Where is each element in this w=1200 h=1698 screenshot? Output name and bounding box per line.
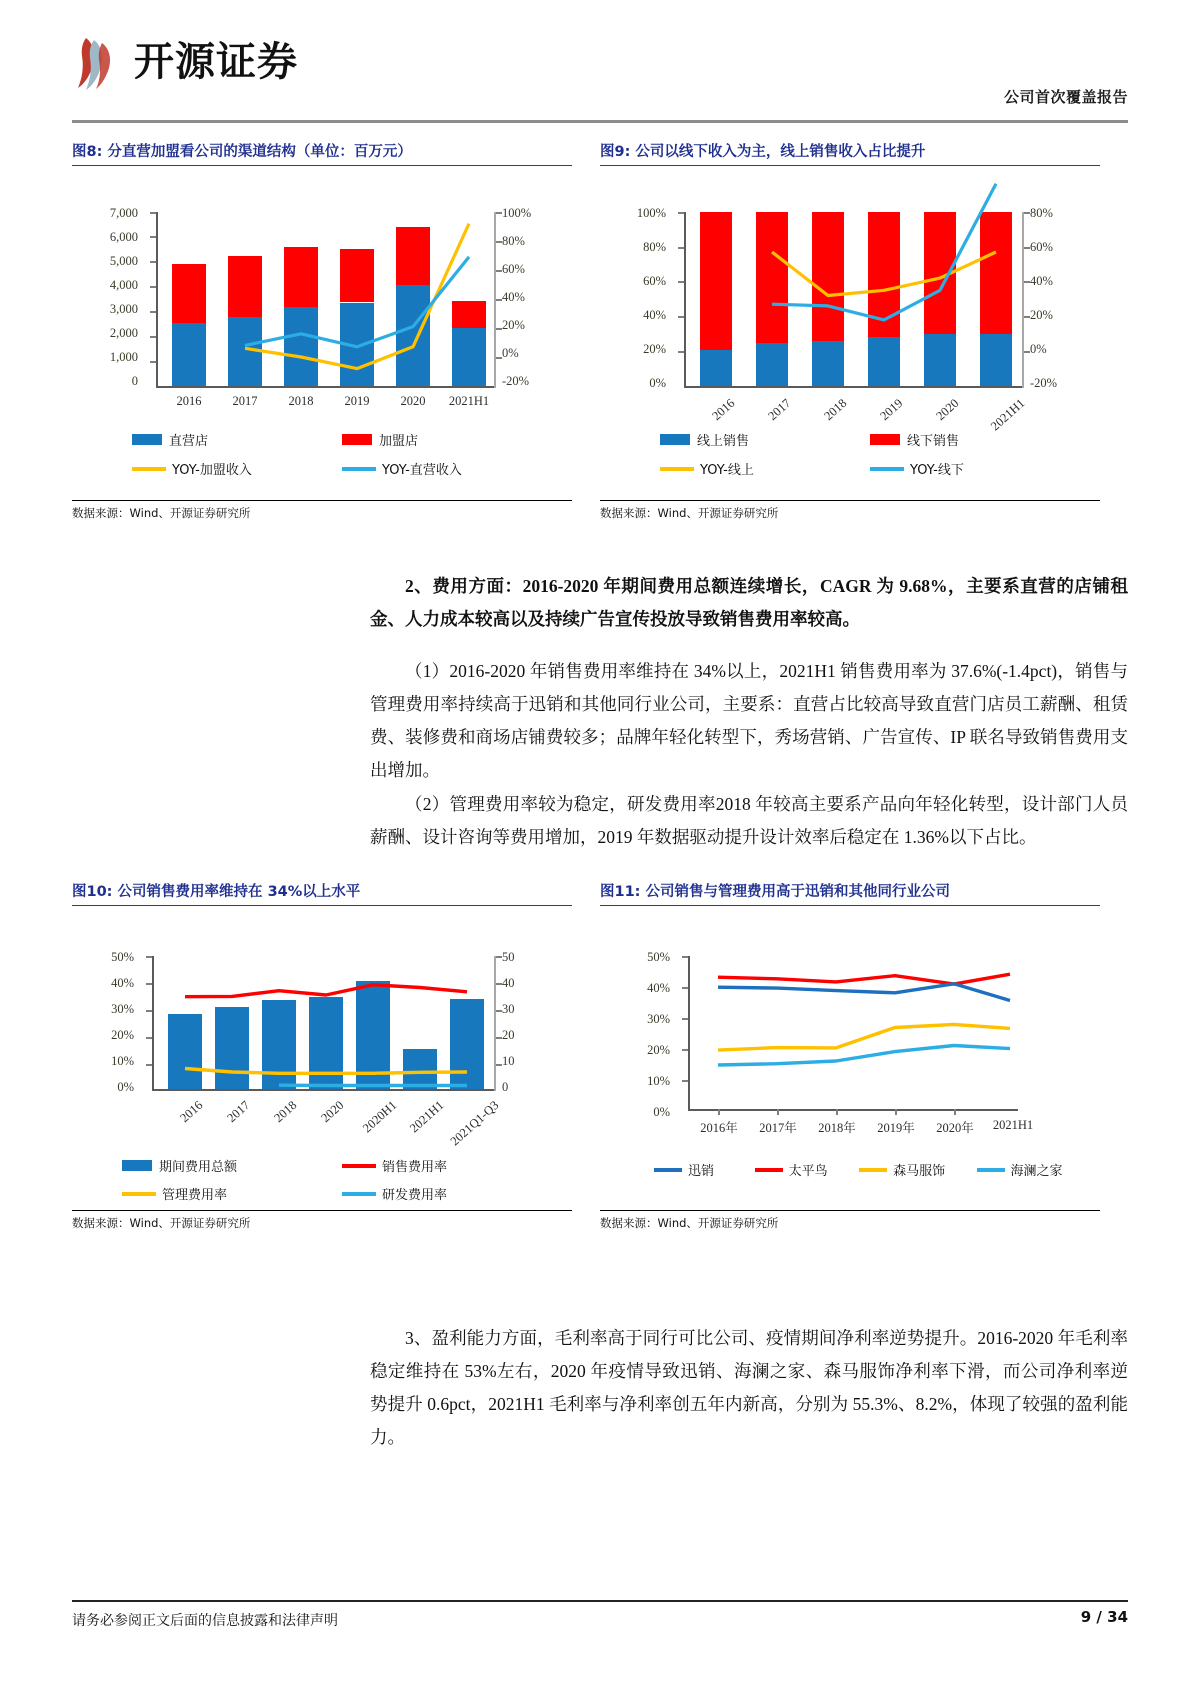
fig8-ytick: 4,000 <box>109 278 138 292</box>
fig10-legend-label: 管理费用率 <box>162 1188 228 1203</box>
fig8-legend-label: YOY-直营收入 <box>382 463 462 478</box>
fig8-legend-item-yoy-franchise <box>132 459 342 478</box>
fig9-y2tick: -20% <box>1030 376 1058 390</box>
header-divider <box>72 120 1128 123</box>
fig8-y2tick: 0% <box>502 346 519 360</box>
fig9-y2tick: 20% <box>1030 308 1053 322</box>
fig10-xcat: 2020H1 <box>360 1098 400 1136</box>
fig10-ytick: 30% <box>111 1002 134 1016</box>
paragraph-profitability: 3、盈利能力方面，毛利率高于同行可比公司、疫情期间净利率逆势提升。2016-2020 年毛利率稳定维持在 53%左右，2020 年疫情导致迅销、海澜之家、森马服饰净利率下滑，而公司净利率逆势提升 0.6pct，2021H1 毛利率与净利率创五年内新高，分别为 55.3%、8.2%，体现了较强的盈利能力。 <box>370 1328 1128 1447</box>
legend-line-icon <box>859 1168 887 1172</box>
kaiyuan-logo-icon <box>72 34 126 90</box>
fig10-legend-item-rd-ratio <box>342 1184 542 1203</box>
fig10-ytick: 10% <box>111 1054 134 1068</box>
fig8-y2tick: 40% <box>502 290 525 304</box>
fig11-legend <box>654 1160 1094 1179</box>
fig11-xcat: 2020年 <box>936 1121 974 1135</box>
figure-8-title: 图8: 分直营加盟看公司的渠道结构（单位：百万元） <box>72 140 572 166</box>
fig8-legend <box>132 430 552 478</box>
legend-swatch-icon <box>342 434 372 445</box>
fig8-ytick: 0 <box>131 374 138 388</box>
brand-name: 开源证券 <box>134 39 298 85</box>
fig10-legend-label: 销售费用率 <box>382 1160 448 1175</box>
fig9-legend-label: YOY-线下 <box>910 463 964 478</box>
figure-9 <box>600 140 1100 521</box>
legend-line-icon <box>132 467 166 471</box>
fig10-y2tick: 20 <box>502 1028 515 1042</box>
fig8-ytick: 5,000 <box>109 254 138 268</box>
fig8-ytick: 2,000 <box>109 326 138 340</box>
fig9-legend-item-offline <box>870 430 1080 449</box>
fig8-xcat: 2021H1 <box>448 394 490 408</box>
fig11-legend-item-fast-retailing <box>654 1160 755 1179</box>
fig10-y2tick: 30 <box>502 1002 515 1016</box>
fig9-y2tick: 60% <box>1030 240 1053 254</box>
fig9-legend-item-online <box>660 430 870 449</box>
fig10-ytick: 20% <box>111 1028 134 1042</box>
figure-8 <box>72 140 572 521</box>
fig9-ytick: 40% <box>643 308 666 322</box>
fig8-y2tick: 100% <box>502 206 532 220</box>
fig9-xcat: 2017 <box>765 396 794 424</box>
report-type-label: 公司首次覆盖报告 <box>1003 88 1128 106</box>
figure-11 <box>600 880 1100 1231</box>
legend-line-icon <box>342 1192 376 1196</box>
fig8-xcat: 2018 <box>288 394 314 408</box>
fig9-legend-label: YOY-线上 <box>700 463 754 478</box>
fig8-ytick: 1,000 <box>109 350 138 364</box>
fig9-lines <box>600 168 1100 428</box>
legend-line-icon <box>977 1168 1005 1172</box>
fig10-ytick: 0% <box>117 1080 134 1094</box>
fig10-y2tick: 50 <box>502 950 515 964</box>
figure-10-source: 数据来源：Wind、开源证券研究所 <box>72 1210 572 1231</box>
fig9-legend-label: 线下销售 <box>907 434 960 449</box>
fig8-xcat: 2019 <box>344 394 370 408</box>
footer-disclaimer: 请务必参阅正文后面的信息披露和法律声明 <box>72 1613 338 1629</box>
fig9-ytick: 0% <box>649 376 666 390</box>
fig10-xcat: 2021H1 <box>407 1098 447 1136</box>
figure-10-chart <box>72 908 572 1208</box>
fig11-ytick: 0% <box>653 1105 670 1119</box>
fig8-ytick: 6,000 <box>109 230 138 244</box>
fig9-ytick: 60% <box>643 274 666 288</box>
fig9-y2tick: 40% <box>1030 274 1053 288</box>
fig11-ytick: 10% <box>647 1074 670 1088</box>
fig8-y2tick: 20% <box>502 318 525 332</box>
fig10-legend-label: 研发费用率 <box>382 1188 448 1203</box>
fig11-ytick: 30% <box>647 1012 670 1026</box>
fig9-legend-item-yoy-online <box>660 459 870 478</box>
fig10-legend <box>122 1156 552 1203</box>
fig11-xcat: 2021H1 <box>992 1118 1034 1132</box>
fig11-ytick: 40% <box>647 981 670 995</box>
fig9-xcat: 2020 <box>933 396 962 424</box>
figure-9-title: 图9: 公司以线下收入为主，线上销售收入占比提升 <box>600 140 1100 166</box>
fig9-legend-item-yoy-offline <box>870 459 1080 478</box>
fig8-legend-label: 加盟店 <box>379 434 419 449</box>
paragraph-expenses-headline: 2、费用方面：2016-2020 年期间费用总额连续增长，CAGR 为 9.68%，主要系直营的店铺租金、人力成本较高以及持续广告宣传投放导致销售费用率较高。 <box>370 576 1128 629</box>
fig11-xcat: 2017年 <box>759 1121 797 1135</box>
fig8-ytick: 7,000 <box>109 206 138 220</box>
legend-line-icon <box>755 1168 783 1172</box>
fig9-ytick: 20% <box>643 342 666 356</box>
fig9-legend <box>660 430 1080 478</box>
legend-swatch-icon <box>660 434 690 445</box>
fig10-ytick: 50% <box>111 950 134 964</box>
footer-divider <box>72 1600 1128 1602</box>
fig9-xcat: 2019 <box>877 396 906 424</box>
fig8-xcat: 2020 <box>400 394 426 408</box>
legend-swatch-icon <box>132 434 162 445</box>
fig11-xcat: 2018年 <box>818 1121 856 1135</box>
fig10-legend-item-total-expense <box>122 1156 342 1175</box>
fig11-legend-item-peacebird <box>755 1160 859 1179</box>
fig11-lines <box>600 908 1100 1138</box>
fig10-y2tick: 10 <box>502 1054 515 1068</box>
fig11-legend-label: 森马服饰 <box>893 1164 946 1179</box>
figure-10-title: 图10: 公司销售费用率维持在 34%以上水平 <box>72 880 572 906</box>
legend-line-icon <box>660 467 694 471</box>
fig9-y2tick: 0% <box>1030 342 1047 356</box>
paragraph-admin-rd-expense: （2）管理费用率较为稳定，研发费用率2018 年较高主要系产品向年轻化转型，设计部门人员薪酬、设计咨询等费用增加，2019 年数据驱动提升设计效率后稳定在 1.36%以下占比。 <box>370 794 1128 847</box>
figure-8-chart <box>72 168 572 498</box>
fig11-legend-label: 迅销 <box>688 1164 715 1179</box>
legend-swatch-icon <box>870 434 900 445</box>
footer-page-number: 9 / 34 <box>1080 1608 1128 1626</box>
fig10-xcat: 2018 <box>271 1098 300 1126</box>
fig8-xcat: 2017 <box>232 394 258 408</box>
fig9-legend-label: 线上销售 <box>697 434 750 449</box>
figure-9-source: 数据来源：Wind、开源证券研究所 <box>600 500 1100 521</box>
fig8-xcat: 2016 <box>176 394 202 408</box>
figure-10 <box>72 880 572 1231</box>
page-header <box>72 34 1128 118</box>
fig10-y2tick: 0 <box>502 1080 509 1094</box>
fig8-ytick: 3,000 <box>109 302 138 316</box>
fig10-legend-item-sales-ratio <box>342 1156 542 1175</box>
fig8-legend-item-franchise <box>342 430 552 449</box>
legend-line-icon <box>122 1192 156 1196</box>
fig11-legend-item-heilan <box>977 1160 1094 1179</box>
fig8-lines <box>72 168 572 428</box>
legend-line-icon <box>342 1164 376 1168</box>
fig8-legend-item-yoy-direct <box>342 459 552 478</box>
fig10-xcat: 2017 <box>224 1098 253 1126</box>
fig8-legend-label: 直营店 <box>169 434 209 449</box>
fig10-xcat: 2016 <box>177 1098 206 1126</box>
fig10-xcat: 2020 <box>318 1098 347 1126</box>
legend-line-icon <box>342 467 376 471</box>
legend-swatch-icon <box>122 1160 152 1171</box>
fig11-ytick: 50% <box>647 950 670 964</box>
brand-logo <box>72 34 298 90</box>
fig8-legend-label: YOY-加盟收入 <box>172 463 252 478</box>
legend-line-icon <box>870 467 904 471</box>
fig10-legend-item-admin-ratio <box>122 1184 342 1203</box>
fig11-xcat: 2016年 <box>700 1121 738 1135</box>
fig9-xcat: 2021H1 <box>988 396 1028 434</box>
fig11-legend-item-semir <box>859 1160 976 1179</box>
fig9-y2tick: 80% <box>1030 206 1053 220</box>
fig11-xcat: 2019年 <box>877 1121 915 1135</box>
fig9-ytick: 100% <box>636 206 666 220</box>
fig8-y2tick: 80% <box>502 234 525 248</box>
fig9-ytick: 80% <box>643 240 666 254</box>
paragraph-sales-expense-ratio: （1）2016-2020 年销售费用率维持在 34%以上，2021H1 销售费用率为 37.6%(-1.4pct)，销售与管理费用率持续高于迅销和其他同行业公司，主要系：直营占比较高导致直营门店员工薪酬、租赁费、装修费和商场店铺费较多；品牌年轻化转型下，秀场营销、广告宣传、IP 联名导致销售费用支出增加。 <box>370 661 1128 780</box>
figure-8-source: 数据来源：Wind、开源证券研究所 <box>72 500 572 521</box>
legend-line-icon <box>654 1168 682 1172</box>
fig10-xcat: 2021Q1-Q3 <box>447 1098 502 1149</box>
figure-11-chart <box>600 908 1100 1208</box>
figure-11-source: 数据来源：Wind、开源证券研究所 <box>600 1210 1100 1231</box>
fig9-xcat: 2016 <box>709 396 738 424</box>
fig8-legend-item-direct <box>132 430 342 449</box>
fig11-legend-label: 太平鸟 <box>788 1164 828 1179</box>
fig10-legend-label: 期间费用总额 <box>159 1160 238 1175</box>
fig10-ytick: 40% <box>111 976 134 990</box>
figure-11-title: 图11: 公司销售与管理费用高于迅销和其他同行业公司 <box>600 880 1100 906</box>
fig11-legend-label: 海澜之家 <box>1010 1164 1063 1179</box>
figure-9-chart <box>600 168 1100 498</box>
fig11-ytick: 20% <box>647 1043 670 1057</box>
fig10-y2tick: 40 <box>502 976 515 990</box>
fig8-y2tick: 60% <box>502 262 525 276</box>
fig9-xcat: 2018 <box>821 396 850 424</box>
fig8-y2tick: -20% <box>502 374 530 388</box>
